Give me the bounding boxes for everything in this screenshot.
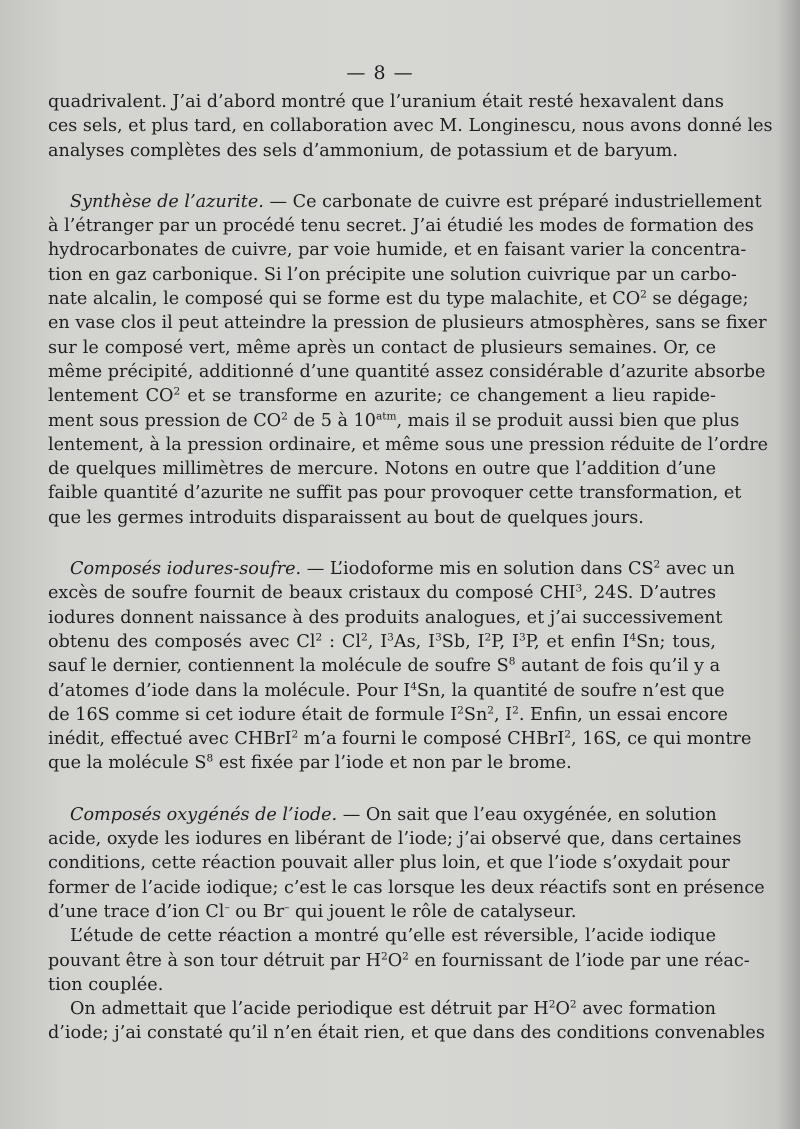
text-line: tion couplée.	[48, 974, 164, 995]
text-line: sauf le dernier, contiennent la molécule de soufre $S^8$ autant de fois qu’il y a	[48, 655, 721, 677]
text-line: sur le composé vert, même après un contact de plusieurs semaines. Or, ce	[48, 337, 716, 358]
section-title-azurite: Synthèse de l’azurite.	[70, 191, 264, 212]
iode-section	[48, 803, 765, 1046]
page-body	[48, 90, 773, 1046]
text-line: conditions, cette réaction pouvait aller plus loin, et que l’iode s’oxydait pour	[48, 853, 730, 874]
text-line: Composés oxygénés de l’iode. — On sait que l’eau oxygénée, en solution	[70, 804, 717, 825]
text-line: iodures donnent naissance à des produits analogues, et j’ai successivement	[48, 607, 723, 628]
text-line: analyses complètes des sels d’ammonium, de potassium et de baryum.	[48, 140, 678, 161]
text-line: que les germes introduits disparaissent au bout de quelques jours.	[48, 507, 644, 528]
text-line: lentement, à la pression ordinaire, et même sous une pression réduite de l’ordre	[48, 434, 769, 455]
text-line: à l’étranger par un procédé tenu secret. J’ai étudié les modes de formation des	[48, 216, 754, 237]
text-line: acide, oxyde les iodures en libérant de l’iode; j’ai observé que, dans certaines	[48, 829, 742, 850]
text-line: de 16S comme si cet iodure était de formule $I^2Sn^2$, $I^2$. Enfin, un essai encore	[48, 704, 728, 725]
text-line: de quelques millimètres de mercure. Notons en outre que l’addition d’une	[48, 459, 716, 480]
text-line: d’atomes d’iode dans la molécule. Pour $I^4Sn$, la quantité de soufre n’est que	[48, 680, 725, 701]
text-line: d’une trace d’ion Cl– ou Br– qui jouent le rôle de catalyseur.	[48, 901, 577, 922]
text-line: en vase clos il peut atteindre la pression de plusieurs atmosphères, sans se fixer	[48, 313, 767, 334]
text-line: On admettait que l’acide periodique est détruit par $H^2O^2$ avec formation	[70, 998, 717, 1020]
iodures-section	[48, 557, 752, 776]
text-line: excès de soufre fournit de beaux cristaux du composé CHI$^3$, 24S. D’autres	[48, 583, 716, 604]
text-line: quadrivalent. J’ai d’abord montré que l’uranium était resté hexavalent dans	[48, 92, 724, 112]
text-line: que la molécule $S^8$ est fixée par l’iode et non par le brome.	[48, 753, 572, 774]
text-line: même précipité, additionné d’une quantité assez considérable d’azurite absorbe	[48, 361, 766, 382]
azurite-section	[48, 190, 769, 530]
text-line: faible quantité d’azurite ne suffit pas pour provoquer cette transformation, et	[48, 483, 742, 504]
text-line: former de l’acide iodique; c’est le cas lorsque les deux réactifs sont en présence	[48, 877, 765, 898]
text-line: ces sels, et plus tard, en collaboration avec M. Longinescu, nous avons donné les	[48, 116, 773, 137]
intro-paragraph	[48, 90, 773, 163]
text-line: inédit, effectué avec CHBrI$^2$ m’a fourni le composé CHBrI$^2$, 16S, ce qui montre	[48, 728, 752, 750]
text-line: d’iode; j’ai constaté qu’il n’en était rien, et que dans des conditions convenables	[48, 1023, 765, 1044]
text-line: ment sous pression de $CO^2$ de 5 à $10^{atm}$, mais il se produit aussi bien que plus	[48, 410, 740, 431]
section-title-iode: Composés oxygénés de l’iode.	[70, 804, 338, 825]
text-line: nate alcalin, le composé qui se forme est du type malachite, et $CO^2$ se dégage;	[48, 288, 749, 310]
text-line: tion en gaz carbonique. Si l’on précipite une solution cuivrique par un carbo-	[48, 264, 737, 285]
text-line: hydrocarbonates de cuivre, par voie humide, et en faisant varier la concentra-	[48, 240, 747, 261]
page-number: — 8 —	[346, 62, 414, 84]
section-title-iodures: Composés iodures-soufre.	[70, 559, 302, 580]
text-line: pouvant être à son tour détruit par $H^2O^2$ en fournissant de l’iode par une réac-	[48, 950, 750, 971]
text-line: Composés iodures-soufre. — L’iodoforme mis en solution dans $CS^2$ avec un	[70, 558, 735, 580]
text-line: L’étude de cette réaction a montré qu’elle est réversible, l’acide iodique	[70, 926, 716, 947]
text-line: obtenu des composés avec Cl$^2$ : Cl$^2$, $I^3As$, $I^3Sb$, $I^2P$, $I^3P$, et enfin $I^4Sn$; tous,	[48, 631, 716, 652]
text-line: lentement $CO^2$ et se transforme en azurite; ce changement a lieu rapide-	[48, 385, 716, 407]
text-line: Synthèse de l’azurite. — Ce carbonate de cuivre est préparé industriellement	[70, 191, 762, 212]
